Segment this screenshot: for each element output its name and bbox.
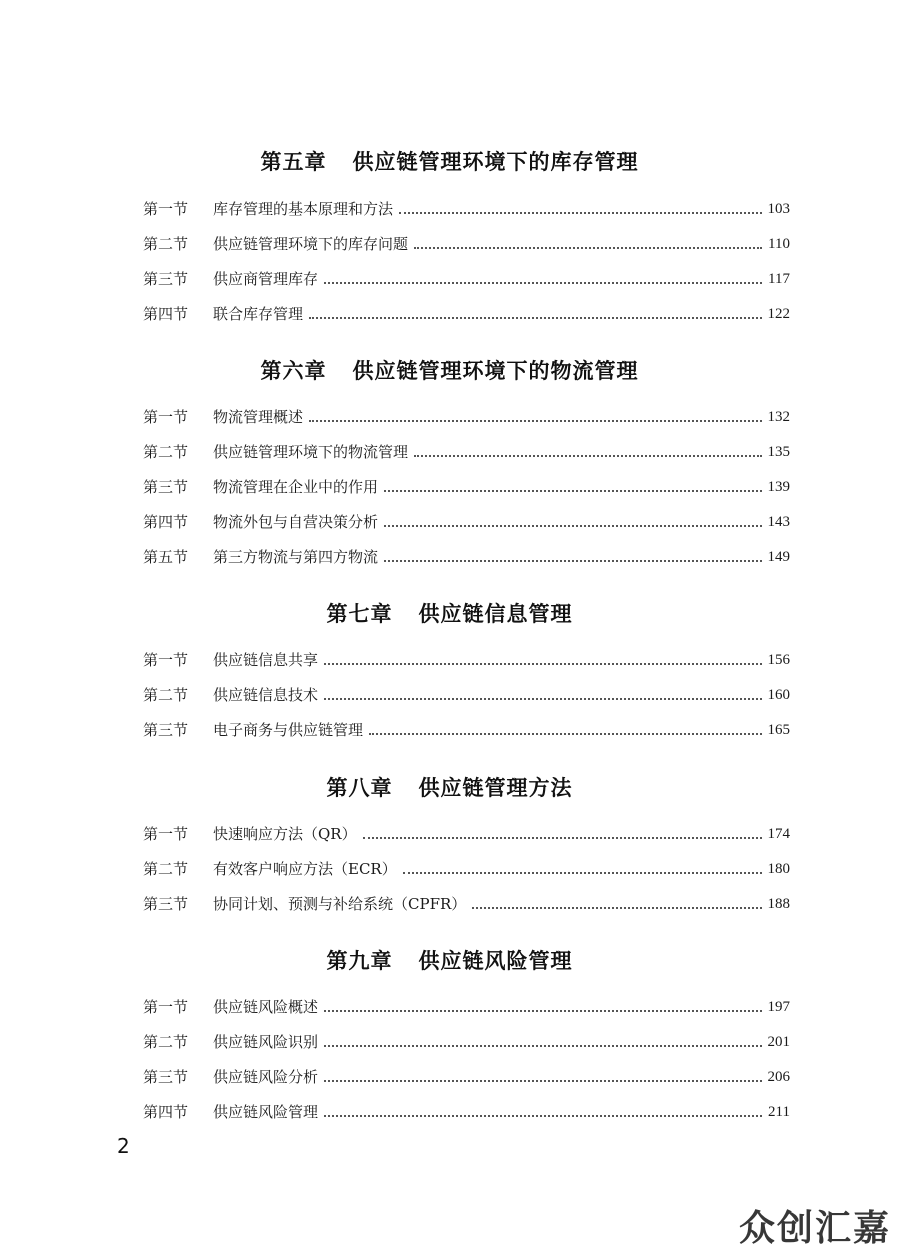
section-number: 第三节 bbox=[143, 270, 189, 288]
page-ref: 165 bbox=[767, 722, 790, 738]
chapter-number: 第九章 bbox=[326, 949, 393, 973]
page-ref: 206 bbox=[767, 1069, 790, 1085]
section-title: 供应链信息共享 bbox=[213, 651, 319, 669]
section-number: 第二节 bbox=[143, 443, 189, 461]
dot-leader bbox=[399, 211, 761, 214]
page-ref: 143 bbox=[767, 514, 790, 530]
section-number: 第四节 bbox=[143, 513, 189, 531]
toc-entry[interactable] bbox=[143, 268, 790, 290]
chapter-title bbox=[0, 598, 899, 628]
toc-entry[interactable] bbox=[143, 649, 790, 671]
page-ref: 132 bbox=[767, 409, 790, 425]
chapter-name: 供应链管理环境下的物流管理 bbox=[352, 359, 639, 383]
section-number: 第四节 bbox=[143, 1103, 189, 1121]
section-title: 供应链信息技术 bbox=[213, 686, 319, 704]
section-title: 供应商管理库存 bbox=[213, 270, 319, 288]
toc-entry[interactable] bbox=[143, 858, 790, 880]
section-title: 第三方物流与第四方物流 bbox=[213, 548, 379, 566]
section-title: 供应链风险识别 bbox=[213, 1033, 319, 1051]
section-title: 有效客户响应方法（ECR） bbox=[213, 860, 397, 878]
section-number: 第五节 bbox=[143, 548, 189, 566]
section-number: 第二节 bbox=[143, 860, 189, 878]
section-title: 供应链风险概述 bbox=[213, 998, 319, 1016]
toc-entry[interactable] bbox=[143, 719, 790, 741]
page-ref: 103 bbox=[767, 201, 790, 217]
section-title: 物流管理概述 bbox=[213, 408, 304, 426]
section-title: 供应链管理环境下的物流管理 bbox=[213, 443, 409, 461]
page-ref: 149 bbox=[767, 549, 790, 565]
toc-entry[interactable] bbox=[143, 823, 790, 845]
section-number: 第三节 bbox=[143, 895, 189, 913]
section-number: 第四节 bbox=[143, 305, 189, 323]
toc-entry[interactable] bbox=[143, 996, 790, 1018]
page-ref: 156 bbox=[767, 652, 790, 668]
section-title: 快速响应方法（QR） bbox=[213, 825, 357, 843]
toc-entry[interactable] bbox=[143, 233, 790, 255]
section-number: 第三节 bbox=[143, 1068, 189, 1086]
chapter-number: 第六章 bbox=[260, 359, 327, 383]
toc-entry[interactable] bbox=[143, 303, 790, 325]
dot-leader bbox=[324, 697, 761, 700]
chapter-number: 第五章 bbox=[260, 150, 327, 174]
section-number: 第一节 bbox=[143, 825, 189, 843]
dot-leader bbox=[369, 732, 761, 735]
toc-entry[interactable] bbox=[143, 476, 790, 498]
dot-leader bbox=[384, 559, 761, 562]
watermark-logo: 众创汇嘉 bbox=[738, 1208, 891, 1249]
dot-leader bbox=[324, 1009, 761, 1012]
dot-leader bbox=[384, 524, 761, 527]
chapter-number: 第八章 bbox=[326, 776, 393, 800]
dot-leader bbox=[309, 419, 761, 422]
section-number: 第二节 bbox=[143, 1033, 189, 1051]
section-number: 第一节 bbox=[143, 408, 189, 426]
toc-entry[interactable] bbox=[143, 684, 790, 706]
toc-entry[interactable] bbox=[143, 511, 790, 533]
dot-leader bbox=[309, 316, 761, 319]
page-ref: 197 bbox=[767, 999, 790, 1015]
toc-entry[interactable] bbox=[143, 406, 790, 428]
section-title: 联合库存管理 bbox=[213, 305, 304, 323]
chapter-name: 供应链管理环境下的库存管理 bbox=[352, 150, 639, 174]
section-title: 供应链风险分析 bbox=[213, 1068, 319, 1086]
toc-entry[interactable] bbox=[143, 1031, 790, 1053]
section-title: 物流管理在企业中的作用 bbox=[213, 478, 379, 496]
section-title: 供应链风险管理 bbox=[213, 1103, 319, 1121]
chapter-name: 供应链管理方法 bbox=[418, 776, 573, 800]
chapter-title bbox=[0, 772, 899, 802]
toc-entry[interactable] bbox=[143, 1101, 790, 1123]
dot-leader bbox=[403, 871, 762, 874]
page-ref: 139 bbox=[767, 479, 790, 495]
chapter-name: 供应链信息管理 bbox=[418, 602, 573, 626]
page-ref: 201 bbox=[767, 1034, 790, 1050]
dot-leader bbox=[324, 1079, 761, 1082]
section-number: 第一节 bbox=[143, 200, 189, 218]
dot-leader bbox=[414, 246, 762, 249]
section-number: 第二节 bbox=[143, 686, 189, 704]
section-title: 电子商务与供应链管理 bbox=[213, 721, 364, 739]
section-title: 供应链管理环境下的库存问题 bbox=[213, 235, 409, 253]
chapter-number: 第七章 bbox=[326, 602, 393, 626]
section-title: 协同计划、预测与补给系统（CPFR） bbox=[213, 895, 467, 913]
toc-entry[interactable] bbox=[143, 546, 790, 568]
page-ref: 174 bbox=[767, 826, 790, 842]
dot-leader bbox=[414, 454, 761, 457]
page-number: 2 bbox=[117, 1134, 130, 1158]
section-number: 第二节 bbox=[143, 235, 189, 253]
section-number: 第三节 bbox=[143, 478, 189, 496]
page-ref: 135 bbox=[767, 444, 790, 460]
section-number: 第一节 bbox=[143, 651, 189, 669]
section-title: 物流外包与自营决策分析 bbox=[213, 513, 379, 531]
chapter-name: 供应链风险管理 bbox=[418, 949, 573, 973]
dot-leader bbox=[324, 1044, 761, 1047]
chapter-title bbox=[0, 355, 899, 385]
section-number: 第三节 bbox=[143, 721, 189, 739]
page-ref: 180 bbox=[767, 861, 790, 877]
toc-entry[interactable] bbox=[143, 198, 790, 220]
section-title: 库存管理的基本原理和方法 bbox=[213, 200, 394, 218]
page-ref: 188 bbox=[767, 896, 790, 912]
toc-entry[interactable] bbox=[143, 1066, 790, 1088]
toc-entry[interactable] bbox=[143, 441, 790, 463]
page-ref: 117 bbox=[768, 271, 790, 287]
toc-entry[interactable] bbox=[143, 893, 790, 915]
dot-leader bbox=[384, 489, 761, 492]
chapter-title bbox=[0, 945, 899, 975]
page-ref: 160 bbox=[767, 687, 790, 703]
dot-leader bbox=[324, 1114, 762, 1117]
dot-leader bbox=[472, 906, 761, 909]
page-ref: 110 bbox=[768, 236, 790, 252]
page-ref: 211 bbox=[768, 1104, 790, 1120]
dot-leader bbox=[324, 281, 762, 284]
dot-leader bbox=[324, 662, 761, 665]
chapter-title bbox=[0, 146, 899, 176]
section-number: 第一节 bbox=[143, 998, 189, 1016]
page-ref: 122 bbox=[767, 306, 790, 322]
dot-leader bbox=[363, 836, 762, 839]
